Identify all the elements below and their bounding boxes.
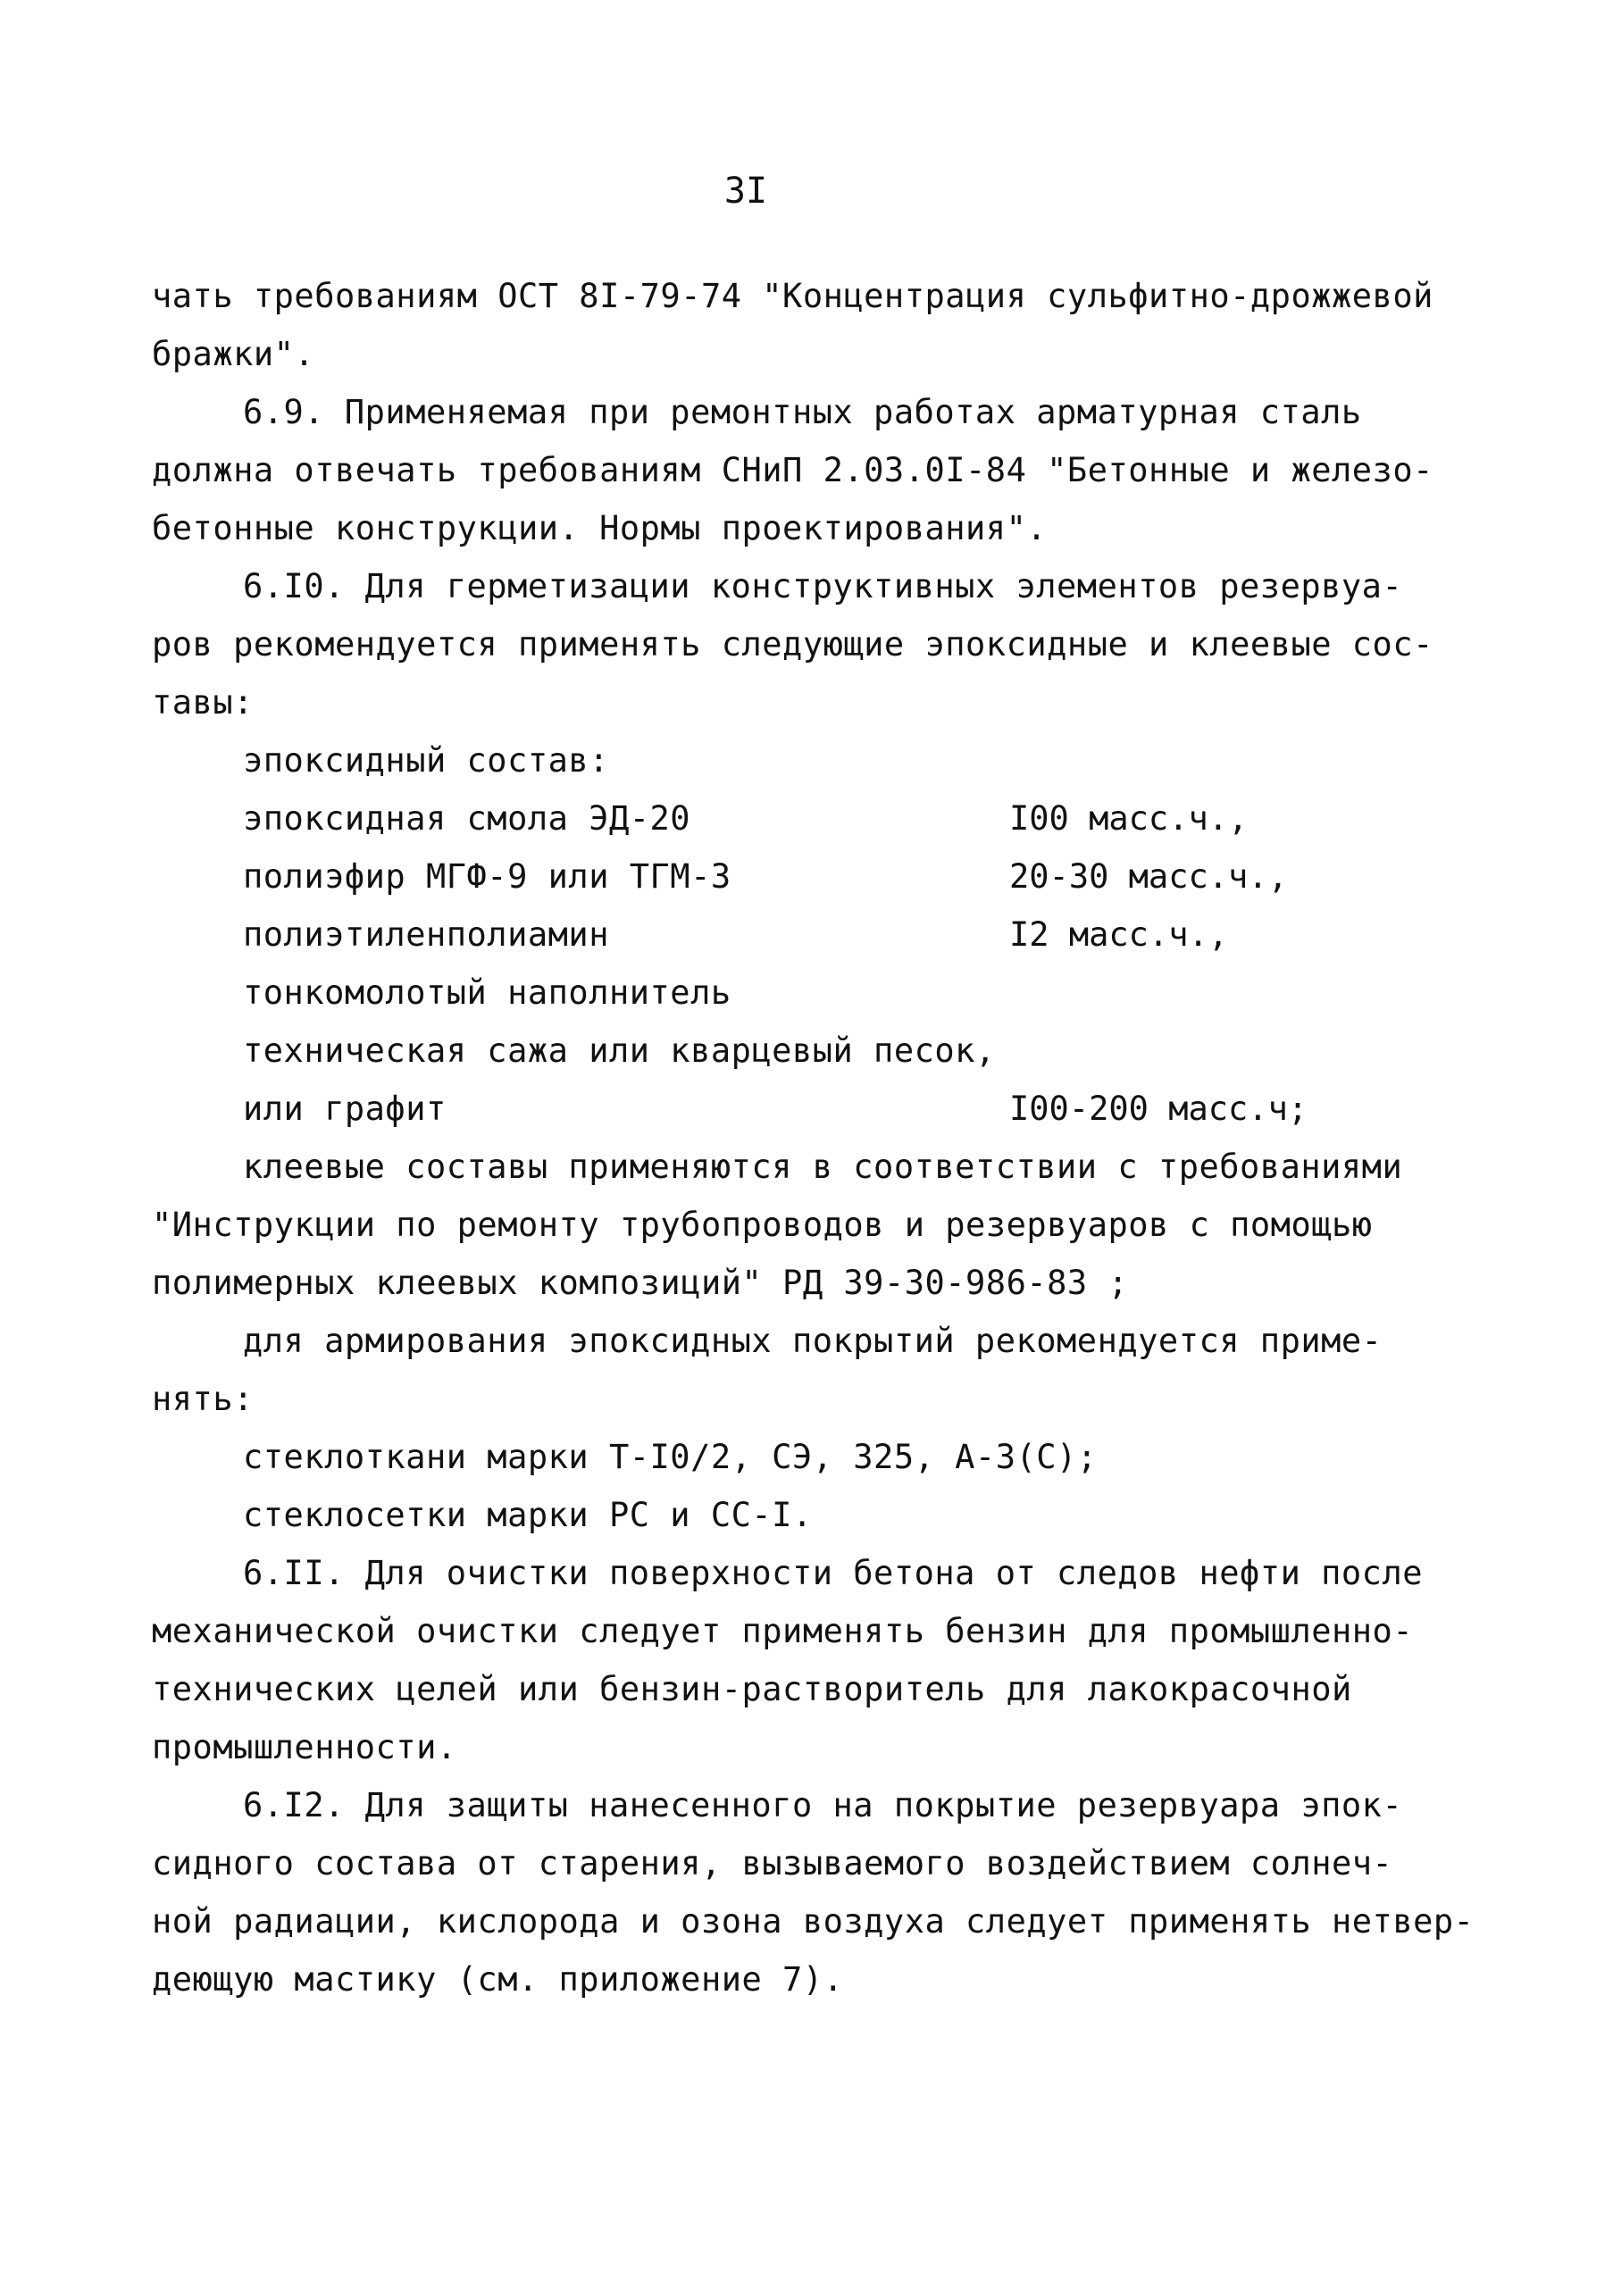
text-line: стеклоткани марки Т-I0/2, СЭ, 325, А-3(С); <box>243 1438 1098 1476</box>
text-line: 6.I2. Для защиты нанесенного на покрытие резервуара эпок- <box>243 1786 1403 1824</box>
text-line: стеклосетки марки РС и СС-I. <box>243 1496 813 1534</box>
formula-item: полиэтиленполиамин <box>243 915 609 954</box>
text-line: промышленности. <box>152 1728 457 1766</box>
text-line: полимерных клеевых композиций" РД 39-30-986-83 ; <box>152 1264 1129 1302</box>
text-line: нять: <box>152 1380 254 1418</box>
text-line: "Инструкции по ремонту трубопроводов и резервуаров с помощью <box>152 1206 1373 1244</box>
text-line: ров рекомендуется применять следующие эпоксидные и клеевые сос- <box>152 625 1433 664</box>
text-line: ной радиации, кислорода и озона воздуха следует применять нетвер- <box>152 1902 1475 1941</box>
page-number: 3I <box>723 171 768 212</box>
text-line: бражки". <box>152 335 315 373</box>
text-line: 6.II. Для очистки поверхности бетона от следов нефти после <box>243 1554 1424 1592</box>
text-line: чать требованиям ОСТ 8I-79-74 "Концентрация сульфитно-дрожжевой <box>152 277 1433 315</box>
text-line: механической очистки следует применять бензин для промышленно- <box>152 1612 1414 1650</box>
text-line: деющую мастику (см. приложение 7). <box>152 1960 844 1999</box>
text-line: тавы: <box>152 683 254 722</box>
text-line: клеевые составы применяются в соответствии с требованиями <box>243 1148 1403 1186</box>
text-line: должна отвечать требованиям СНиП 2.03.0I-84 "Бетонные и железо- <box>152 451 1433 489</box>
text-line: для армирования эпоксидных покрытий рекомендуется приме- <box>243 1322 1383 1360</box>
text-line: бетонные конструкции. Нормы проектирования". <box>152 509 1048 547</box>
text-line: технических целей или бензин-растворитель для лакокрасочной <box>152 1670 1352 1708</box>
text-line: 6.I0. Для герметизации конструктивных элементов резервуа- <box>243 567 1403 605</box>
formula-item: эпоксидная смола ЭД-20 <box>243 799 691 838</box>
text-line: сидного состава от старения, вызываемого воздействием солнеч- <box>152 1844 1393 1883</box>
formula-amount: I2 масс.ч., <box>1009 915 1229 954</box>
formula-item: техническая сажа или кварцевый песок, <box>243 1031 996 1070</box>
formula-amount: I00-200 масс.ч; <box>1009 1090 1308 1128</box>
formula-item: или графит <box>243 1090 447 1128</box>
formula-amount: 20-30 масс.ч., <box>1009 857 1288 896</box>
formula-item: тонкомолотый наполнитель <box>243 973 731 1012</box>
formula-item: полиэфир МГФ-9 или ТГМ-3 <box>243 857 731 896</box>
text-line: эпоксидный состав: <box>243 741 609 780</box>
text-line: 6.9. Применяемая при ремонтных работах арматурная сталь <box>243 393 1362 431</box>
formula-amount: I00 масс.ч., <box>1009 799 1249 838</box>
